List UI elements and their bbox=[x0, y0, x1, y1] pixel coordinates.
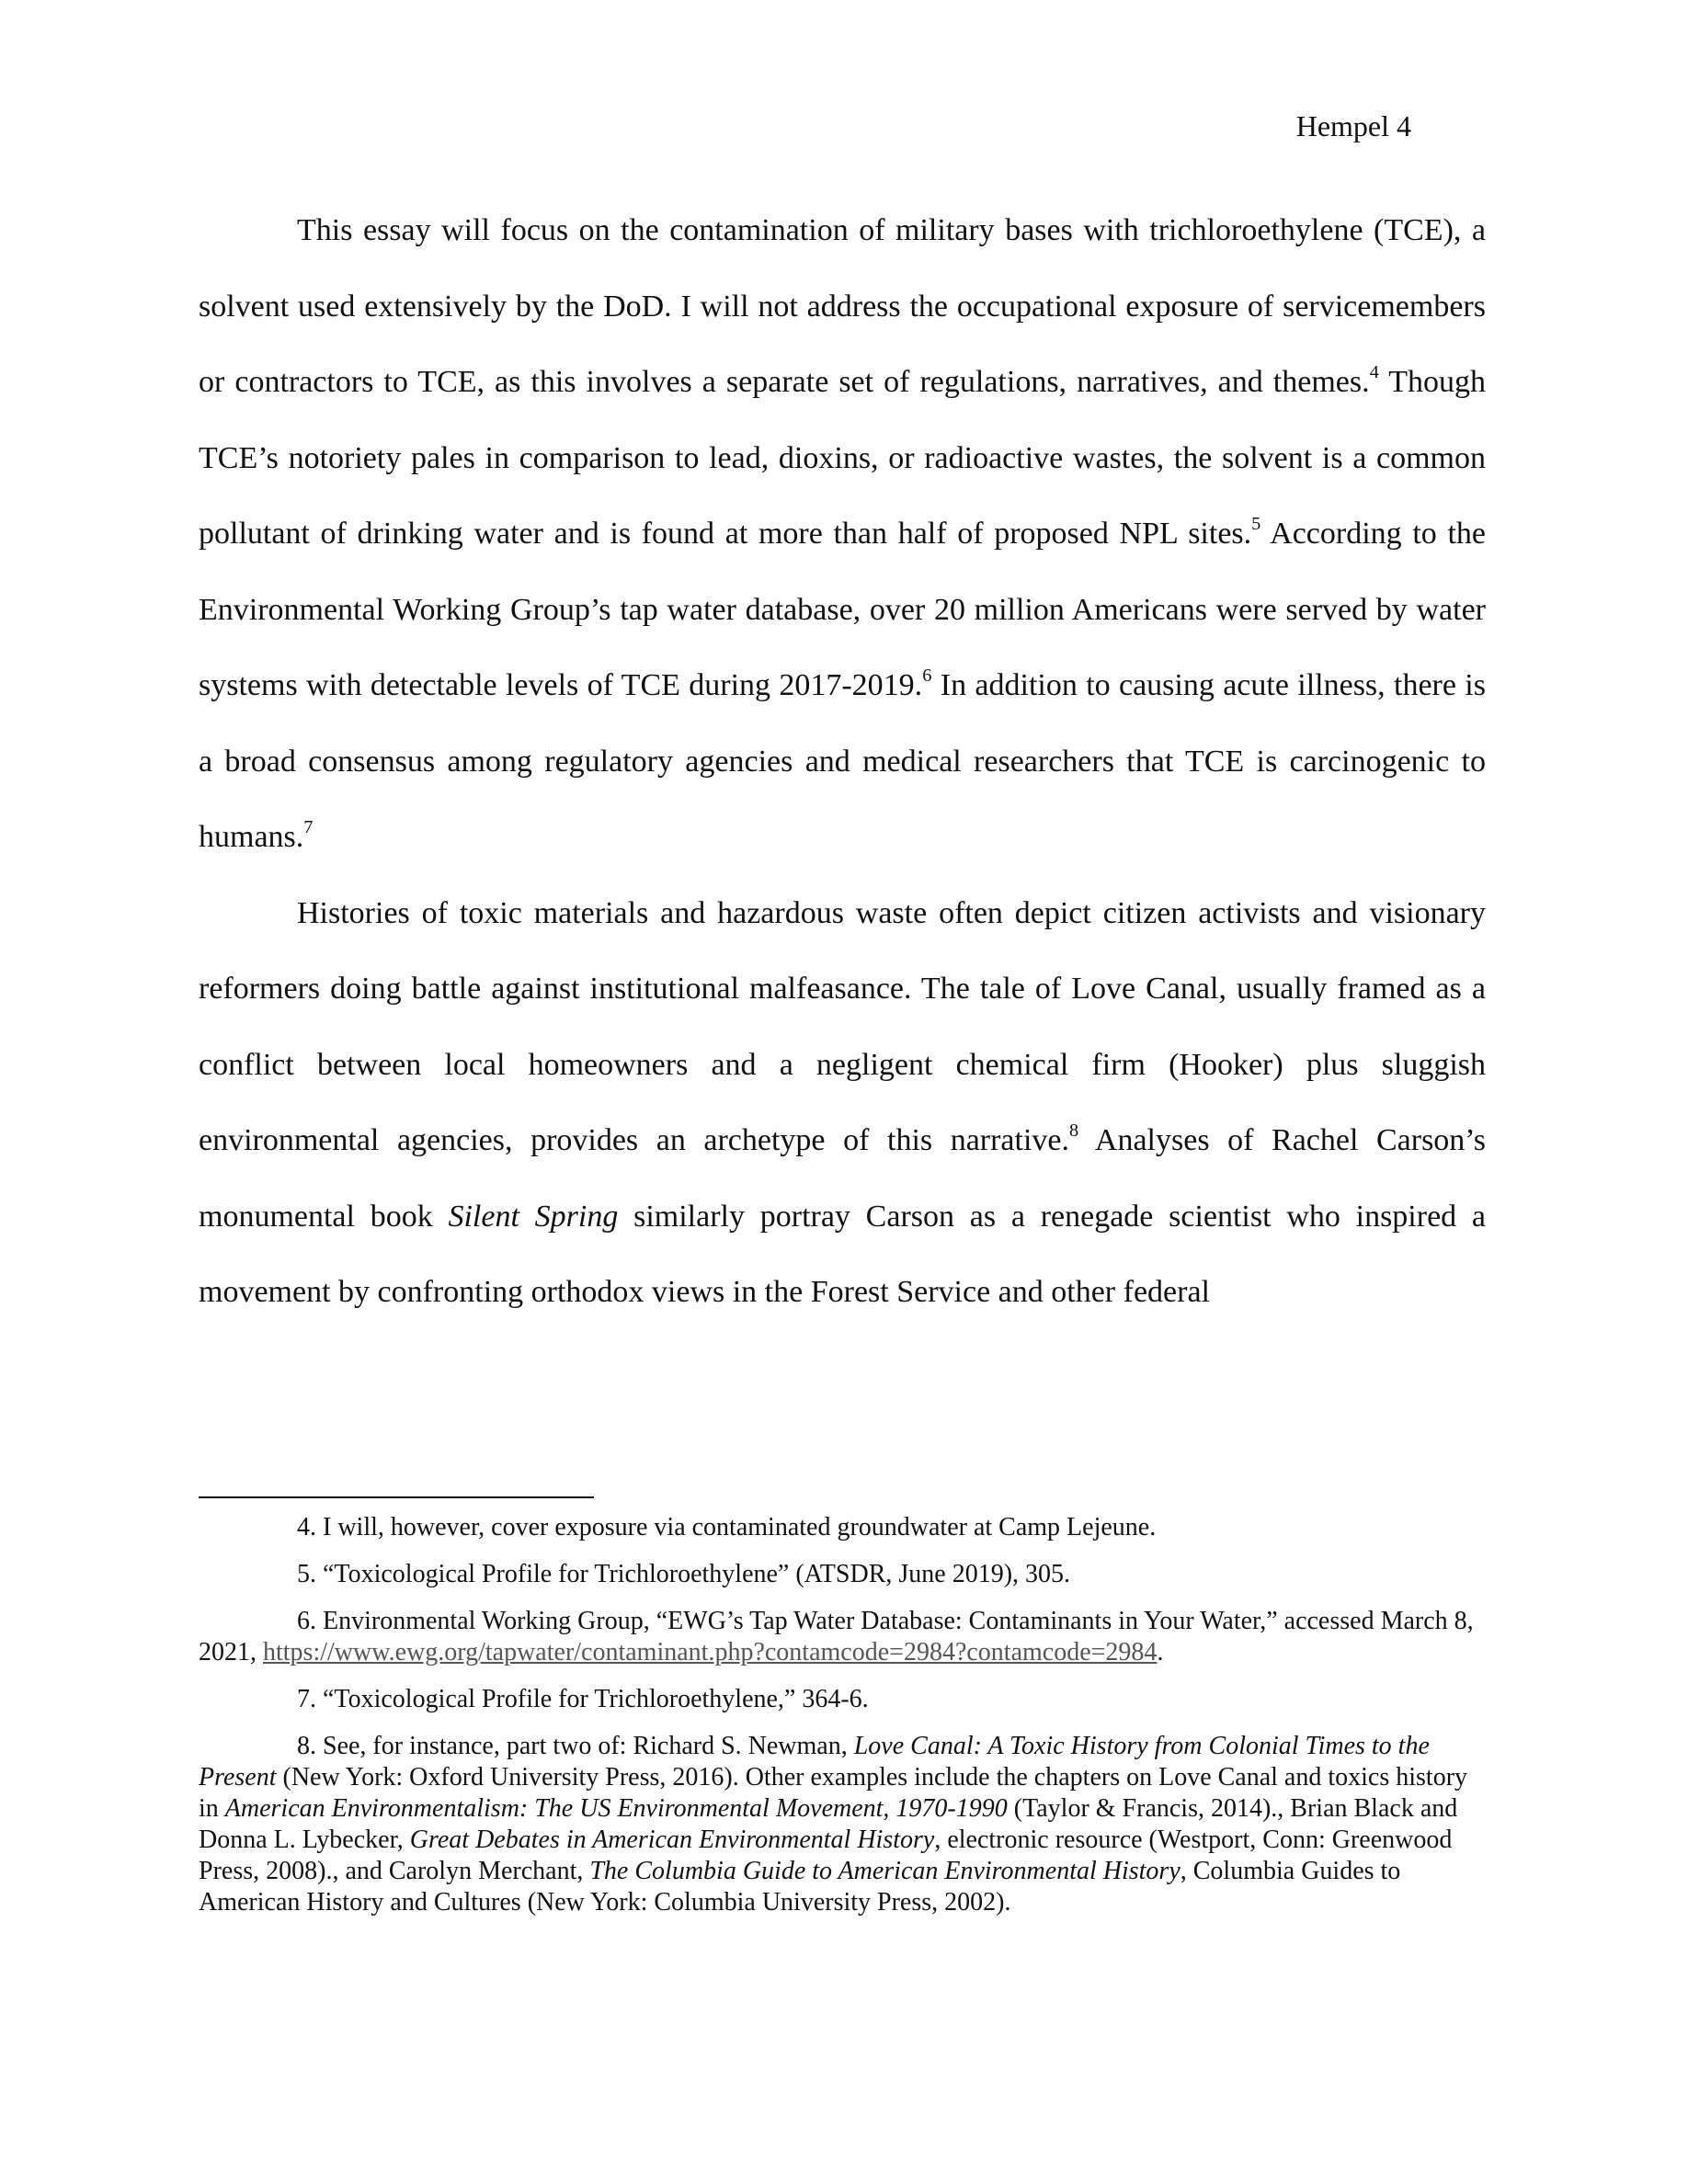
footnote-6-text: 6. Environmental Working Group, “EWG’s Tap Water Database: Contaminants in Your Water,” accessed March 8, 2021, bbox=[199, 1607, 1474, 1666]
footnote-5: 5. “Toxicological Profile for Trichloroethylene” (ATSDR, June 2019), 305. bbox=[297, 1560, 1071, 1588]
footnote-ref-5[interactable]: 5 bbox=[1251, 513, 1261, 534]
footnote-8-title-love-canal: Love Canal: A Toxic History from Colonial Times to the Present bbox=[199, 1732, 1430, 1792]
footnote-8-title-columbia-guide: The Columbia Guide to American Environmental History bbox=[589, 1857, 1180, 1885]
footnote-7: 7. “Toxicological Profile for Trichloroethylene,” 364-6. bbox=[297, 1685, 869, 1713]
p2-sentence-3: similarly portray Carson as a renegade scientist who inspired a movement by confronting orthodox views in the Forest Service and other federal bbox=[199, 1199, 1487, 1309]
footnote-6 bbox=[199, 1606, 1486, 1668]
footnote-separator bbox=[199, 1496, 594, 1498]
p1-sentence-2: Though TCE’s notoriety pales in comparison to lead, dioxins, or radioactive wastes, the solvent is a common pollutant of drinking water and is found at more than half of proposed NPL sites. bbox=[199, 365, 1487, 551]
footnote-8-part-e: (Taylor & Francis, 2014)., Brian Black and Donna L. Lybecker, bbox=[199, 1794, 1458, 1854]
ewg-link[interactable]: https://www.ewg.org/tapwater/contaminant.php?contamcode=2984?contamcode=2984 bbox=[263, 1638, 1158, 1666]
footnote-ref-7[interactable]: 7 bbox=[303, 816, 314, 837]
footnote-8-title-great-debates: Great Debates in American Environmental History bbox=[409, 1826, 935, 1854]
running-head: Hempel 4 bbox=[1295, 109, 1411, 142]
paragraph-1 bbox=[199, 193, 1486, 876]
body-text bbox=[199, 193, 1486, 1331]
footnote-4: 4. I will, however, cover exposure via contaminated groundwater at Camp Lejeune. bbox=[297, 1513, 1157, 1541]
footnote-8-part-a: 8. See, for instance, part two of: Richard S. Newman, bbox=[297, 1732, 854, 1760]
book-title-silent-spring: Silent Spring bbox=[448, 1199, 619, 1234]
p1-sentence-3: According to the Environmental Working Group’s tap water database, over 20 million Americans were served by water systems with detectable levels of TCE during 2017-2019. bbox=[199, 517, 1486, 702]
p1-sentence-1: This essay will focus on the contamination of military bases with trichloroethylene (TCE), a solvent used extensively by the DoD. I will not address the occupational exposure of servicemembers or contractors to TCE, as this involves a separate set of regulations, narratives, and themes. bbox=[199, 213, 1486, 399]
p1-sentence-4: In addition to causing acute illness, there is a broad consensus among regulatory agencies and medical researchers that TCE is carcinogenic to humans. bbox=[199, 668, 1486, 854]
footnote-8-part-i: , Columbia Guides to American History and Cultures (New York: Columbia University Press, 2002). bbox=[199, 1857, 1401, 1917]
footnote-8-part-g: , electronic resource (Westport, Conn: Greenwood Press, 2008)., and Carolyn Merchant, bbox=[199, 1826, 1453, 1885]
footnote-8 bbox=[199, 1731, 1486, 1918]
footnote-ref-6[interactable]: 6 bbox=[922, 665, 932, 686]
footnote-ref-8[interactable]: 8 bbox=[1069, 1120, 1079, 1141]
p2-sentence-2: Analyses of Rachel Carson’s monumental book bbox=[199, 1123, 1486, 1234]
footnote-ref-4[interactable]: 4 bbox=[1369, 361, 1379, 382]
footnote-8-part-c: (New York: Oxford University Press, 2016). Other examples include the chapters on Love Canal and toxics history in bbox=[199, 1763, 1468, 1823]
footnotes bbox=[199, 1512, 1486, 1934]
footnote-8-title-american-environmentalism: American Environmentalism: The US Environmental Movement, 1970-1990 bbox=[224, 1794, 1008, 1823]
footnote-6-end: . bbox=[1157, 1638, 1164, 1666]
p2-sentence-1: Histories of toxic materials and hazardous waste often depict citizen activists and visionary reformers doing battle against institutional malfeasance. The tale of Love Canal, usually framed as a conflict between local homeowners and a negligent chemical firm (Hooker) plus sluggish environmental agencies, provides an archetype of this narrative. bbox=[199, 895, 1486, 1157]
paragraph-2 bbox=[199, 876, 1486, 1331]
